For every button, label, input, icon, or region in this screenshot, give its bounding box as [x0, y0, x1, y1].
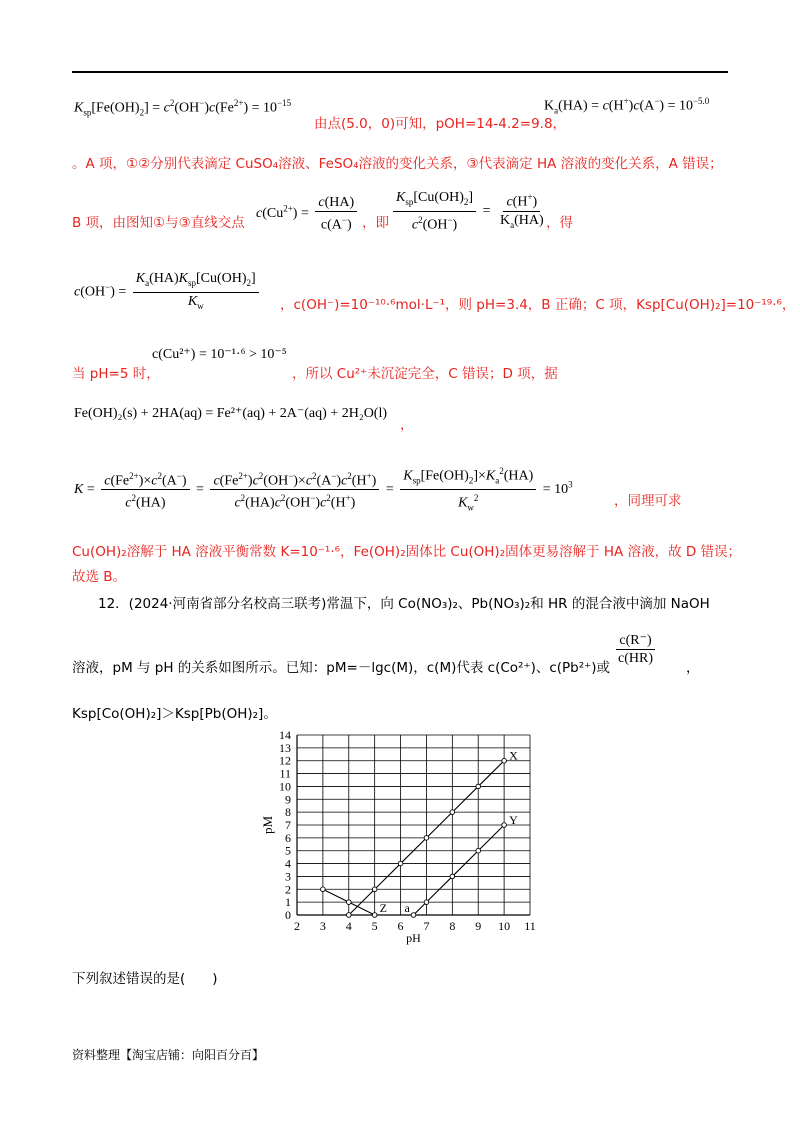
ksp-fe-expression: $K_{sp}[Fe(OH)_2] = c^2(OH^-)c(Fe^{2+}) = 10^{-15}$: [74, 98, 292, 118]
data-point-x: [398, 861, 403, 866]
series-label-x: X: [509, 748, 518, 763]
x-tick-label: 7: [423, 919, 430, 933]
x-tick-label: 5: [371, 919, 378, 933]
ksp-ka-equation: $\frac{K_{sp}[Cu(OH)_2]}{c^2(OH^-)}$ = $\frac{c(H^+)}{K_a(HA)}$: [390, 189, 550, 233]
data-point-y: [502, 823, 507, 828]
solution-line-6: ，: [400, 417, 414, 433]
y-tick-label: 8: [285, 805, 291, 820]
data-point-z: [372, 913, 377, 918]
y-axis-title: pM: [260, 815, 275, 835]
header-rule: [72, 71, 728, 73]
data-point-x: [450, 810, 455, 815]
question-prompt: 下列叙述错误的是( ): [72, 971, 218, 987]
x-tick-label: 4: [345, 919, 352, 933]
equilibrium-constant-expression: K = $\frac{c(Fe^{2+})\times c^2(A^-)}{c^2(HA)}$ = $\frac{c(Fe^{2+})c^2(OH^-)\times c^2(A^-)c^2(H^+)}{c^2(HA)c^2(OH^-)c^2(H^+)}$ = $\frac{K_{sp}[Fe(OH)_2]\times K_a^2(HA)}{K_w^2}$ = $10^3$: [74, 463, 573, 517]
data-point-x: [346, 913, 351, 918]
y-tick-label: 12: [279, 753, 291, 768]
data-point-y: [424, 900, 429, 905]
y-tick-label: 13: [279, 740, 291, 755]
data-point-x: [476, 784, 481, 789]
y-tick-label: 0: [285, 908, 291, 922]
data-point-x: [424, 836, 429, 841]
x-tick-label: 10: [498, 919, 511, 933]
r-hr-ratio: $\frac{c(R^-)}{c(HR)}$: [618, 633, 653, 666]
series-label-y: Y: [509, 813, 518, 827]
solution-line-7: ，同理可求: [614, 493, 682, 509]
data-point-z: [321, 887, 326, 892]
x-tick-label: 11: [524, 919, 536, 933]
data-point-y: [450, 874, 455, 879]
y-tick-label: 3: [285, 869, 291, 884]
solution-line-3b: ，即: [362, 215, 389, 231]
y-tick-label: 1: [285, 895, 291, 910]
y-tick-label: 7: [285, 818, 291, 832]
dissolution-equation: Fe(OH)₂(s) + 2HA(aq) = Fe²⁺(aq) + 2A⁻(aq) + 2H₂O(l): [74, 406, 388, 421]
y-tick-label: 4: [285, 856, 291, 871]
ka-ha-expression: $K_a(HA) = c(H^+)c(A^-) = 10^{-5.0}$: [544, 96, 710, 116]
cu-concentration-compare: c(Cu²⁺) = 10⁻¹·⁶ > 10⁻⁵: [152, 347, 287, 362]
question-12-line-2: 溶液，pM 与 pH 的关系如图所示。已知：pM=－lgc(M)，c(M)代表 c(Co²⁺)、c(Pb²⁺)或: [72, 660, 611, 676]
y-tick-label: 2: [285, 882, 291, 897]
chart-grid: [297, 735, 530, 915]
pm-ph-chart: [250, 725, 550, 955]
y-tick-label: 6: [285, 830, 291, 845]
x-tick-label: 6: [397, 919, 404, 933]
solution-line-2: 。A 项，①②分别代表滴定 CuSO₄溶液、FeSO₄溶液的变化关系，③代表滴定 HA 溶液的变化关系，A 错误；: [72, 156, 723, 172]
x-tick-label: 3: [319, 919, 326, 933]
y-tick-label: 14: [279, 728, 291, 742]
y-tick-label: 5: [285, 843, 291, 858]
y-tick-label: 11: [279, 766, 291, 781]
data-point-x: [502, 758, 507, 763]
data-point-z: [346, 900, 351, 905]
solution-line-5a: 当 pH=5 时，: [72, 366, 160, 382]
point-label-a: a: [404, 901, 410, 915]
solution-line-3c: ，得: [546, 215, 573, 231]
data-point-y: [411, 913, 416, 918]
x-tick-label: 2: [294, 919, 300, 933]
solution-line-8: Cu(OH)₂溶解于 HA 溶液平衡常数 K=10⁻¹·⁶，Fe(OH)₂固体比 Cu(OH)₂固体更易溶解于 HA 溶液，故 D 错误；: [72, 544, 742, 560]
solution-line-1: 由点(5.0，0)可知，pOH=14-4.2=9.8，: [314, 116, 567, 132]
solution-line-4: ，c(OH⁻)=10⁻¹⁰·⁶mol·L⁻¹，则 pH=3.4，B 正确；C 项，Ksp[Cu(OH)₂]=10⁻¹⁹·⁶，: [280, 297, 796, 313]
x-tick-label: 9: [475, 919, 482, 933]
question-12-line-1: 12．(2024·河南省部分名校高三联考)常温下，向 Co(NO₃)₂、Pb(NO₃)₂和 HR 的混合液中滴加 NaOH: [98, 596, 710, 612]
data-point-x: [372, 887, 377, 892]
x-axis-title: pH: [406, 931, 421, 945]
footer-note: 资料整理【淘宝店铺：向阳百分百】: [72, 1048, 265, 1062]
coh-expression: c(OH−) = $\frac{K_a(HA)K_{sp}[Cu(OH)_2]}{K_w}$: [74, 270, 262, 315]
solution-line-9: 故选 B。: [72, 569, 127, 585]
data-point-y: [476, 848, 481, 853]
solution-line-5b: ，所以 Cu²⁺未沉淀完全，C 错误；D 项，据: [292, 366, 558, 382]
y-tick-label: 10: [279, 779, 291, 794]
y-tick-label: 9: [285, 792, 291, 807]
solution-line-3a: B 项，由图知①与③直线交点: [72, 215, 245, 231]
point-label-z: Z: [379, 901, 388, 915]
x-tick-label: 8: [449, 919, 456, 933]
cu-ha-ratio: $c(Cu^{2+})$ = $\frac{c(HA)}{c(A^-)}$: [256, 194, 360, 234]
question-12-line-2-end: ，: [686, 660, 700, 676]
question-12-line-3: Ksp[Co(OH)₂]＞Ksp[Pb(OH)₂]。: [72, 706, 277, 722]
